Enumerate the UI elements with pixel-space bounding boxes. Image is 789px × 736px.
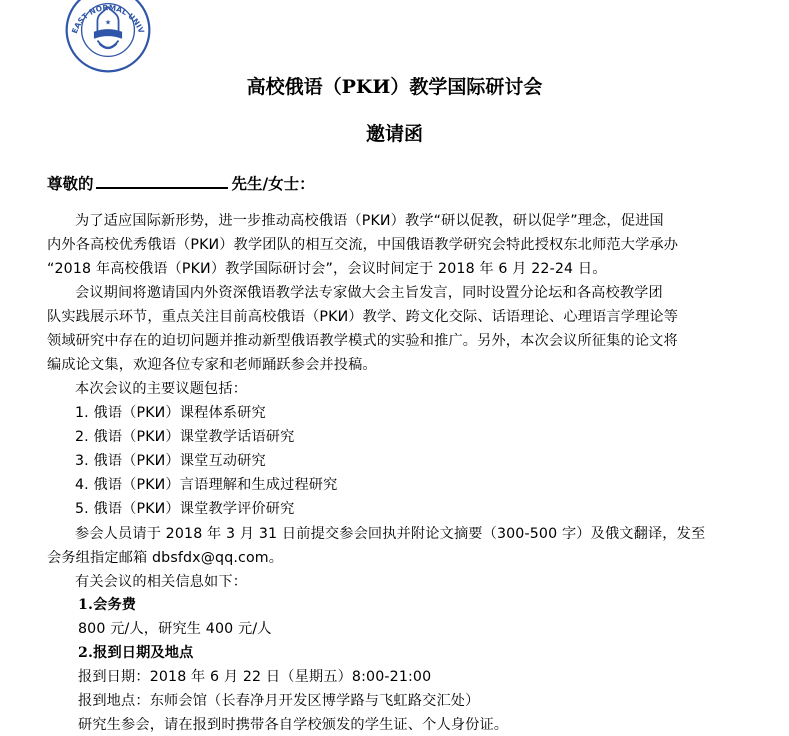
registration-heading: 2.报到日期及地点 — [78, 645, 194, 661]
star-icon: ★ — [104, 17, 112, 27]
paragraph-line: 内外各高校优秀俄语（PKИ）教学团队的相互交流，中国俄语教学研究会特此授权东北师范大学承办 — [47, 237, 679, 253]
page-subtitle: 邀请函 — [365, 123, 423, 145]
paragraph-line: 领域研究中存在的迫切问题并推动新型俄语教学模式的实验和推广。另外，本次会议所征集的论文将 — [47, 333, 678, 349]
page-title: 高校俄语（PKИ）教学国际研讨会 — [246, 76, 543, 98]
paragraph-line: 队实践展示环节，重点关注目前高校俄语（PKИ）教学、跨文化交际、话语理论、心理语言学理论等 — [47, 309, 679, 325]
salutation-prefix: 尊敬的 — [47, 174, 94, 193]
submission-email-line: 会务组指定邮箱 dbsfdx@qq.com。 — [47, 550, 284, 566]
student-note: 研究生参会，请在报到时携带各自学校颁发的学生证、个人身份证。 — [78, 717, 509, 733]
seal-text: EAST NORMAL UNIV — [69, 3, 146, 35]
paragraph-line: 为了适应国际新形势，进一步推动高校俄语（PKИ）教学“研以促教，研以促学”理念，促进国 — [75, 213, 664, 229]
salutation — [47, 172, 315, 194]
fee-text: 800 元/人，研究生 400 元/人 — [78, 621, 272, 637]
info-intro: 有关会议的相关信息如下： — [75, 574, 248, 590]
paragraph-line: “2018 年高校俄语（PKИ）教学国际研讨会”，会议时间定于 2018 年 6 月 22-24 日。 — [47, 261, 607, 277]
topic-item: 2. 俄语（PKИ）课堂教学话语研究 — [75, 429, 295, 445]
topic-item: 4. 俄语（PKИ）言语理解和生成过程研究 — [75, 477, 338, 493]
submission-line: 参会人员请于 2018 年 3 月 31 日前提交参会回执并附论文摘要（300-500 字）及俄文翻译，发至 — [75, 526, 706, 542]
registration-place: 报到地点：东师会馆（长春净月开发区博学路与飞虹路交汇处） — [78, 693, 480, 709]
topic-item: 3. 俄语（PKИ）课堂互动研究 — [75, 453, 266, 469]
topic-item: 1. 俄语（PKИ）课程体系研究 — [75, 405, 266, 421]
fee-heading: 1.会务费 — [78, 597, 137, 613]
topics-intro: 本次会议的主要议题包括： — [75, 381, 248, 397]
topic-item: 5. 俄语（PKИ）课堂教学评价研究 — [75, 501, 295, 517]
paragraph-line: 编成论文集，欢迎各位专家和老师踊跃参会并投稿。 — [47, 357, 377, 373]
name-blank-line — [96, 172, 228, 189]
paragraph-line: 会议期间将邀请国内外资深俄语教学法专家做大会主旨发言，同时设置分论坛和各高校教学团 — [75, 285, 663, 301]
registration-date: 报到日期：2018 年 6 月 22 日（星期五）8:00-21:00 — [78, 669, 432, 685]
salutation-suffix: 先生/女士： — [231, 174, 315, 193]
university-seal-logo — [64, 0, 152, 74]
